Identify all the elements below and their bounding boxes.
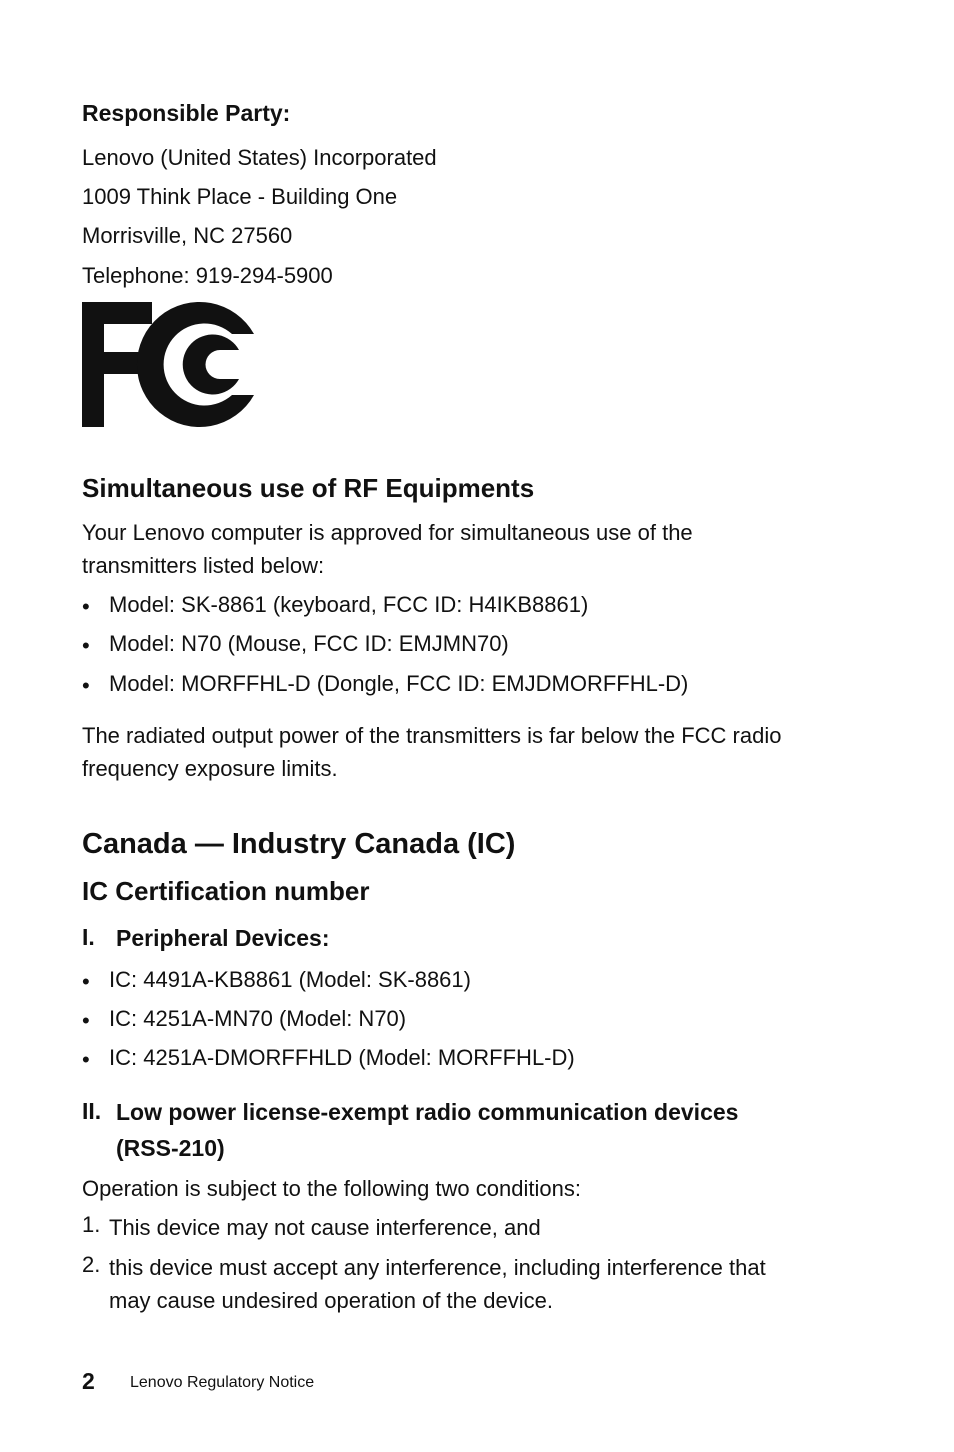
section-title-line-1: Low power license-exempt radio communication devices xyxy=(116,1099,739,1125)
bullet-icon: • xyxy=(82,673,90,698)
address-line: 1009 Think Place - Building One xyxy=(82,184,398,209)
rf-section-heading: Simultaneous use of RF Equipments xyxy=(82,473,535,503)
bullet-icon: • xyxy=(82,633,90,658)
list-item-continued: may cause undesired operation of the device. xyxy=(109,1288,553,1313)
city-line: Morrisville, NC 27560 xyxy=(82,223,293,248)
list-item: Model: N70 (Mouse, FCC ID: EMJMN70) xyxy=(109,631,509,656)
list-item: IC: 4251A-DMORFFHLD (Model: MORFFHL-D) xyxy=(109,1045,575,1070)
company-name: Lenovo (United States) Incorporated xyxy=(82,145,437,170)
conditions-intro: Operation is subject to the following two conditions: xyxy=(82,1176,581,1201)
canada-heading: Canada — Industry Canada (IC) xyxy=(82,828,516,860)
rf-intro-line-1: Your Lenovo computer is approved for simultaneous use of the xyxy=(82,520,693,545)
fcc-logo-icon xyxy=(82,302,256,427)
section-title: Peripheral Devices: xyxy=(116,925,330,951)
bullet-icon: • xyxy=(82,969,90,994)
list-item: IC: 4491A-KB8861 (Model: SK-8861) xyxy=(109,967,471,992)
list-item: This device may not cause interference, and xyxy=(109,1215,541,1240)
responsible-party-heading: Responsible Party: xyxy=(82,100,291,126)
list-number: 2. xyxy=(82,1252,101,1277)
list-item: Model: SK-8861 (keyboard, FCC ID: H4IKB8861) xyxy=(109,592,589,617)
telephone-line: Telephone: 919-294-5900 xyxy=(82,263,333,288)
bullet-icon: • xyxy=(82,1047,90,1072)
section-title-line-2: (RSS-210) xyxy=(116,1135,225,1161)
list-item: this device must accept any interference, including interference that xyxy=(109,1255,766,1280)
footer-title: Lenovo Regulatory Notice xyxy=(130,1374,315,1391)
bullet-icon: • xyxy=(82,1008,90,1033)
list-item: IC: 4251A-MN70 (Model: N70) xyxy=(109,1006,407,1031)
section-numeral: I. xyxy=(82,924,95,950)
bullet-icon: • xyxy=(82,594,90,619)
ic-subheading: IC Certification number xyxy=(82,876,370,906)
list-item: Model: MORFFHL-D (Dongle, FCC ID: EMJDMORFFHL-D) xyxy=(109,671,689,696)
rf-note-line-1: The radiated output power of the transmitters is far below the FCC radio xyxy=(82,723,782,748)
rf-intro-line-2: transmitters listed below: xyxy=(82,553,325,578)
section-numeral: II. xyxy=(82,1098,102,1124)
list-number: 1. xyxy=(82,1212,101,1237)
rf-note-line-2: frequency exposure limits. xyxy=(82,756,338,781)
page-number: 2 xyxy=(82,1368,95,1394)
